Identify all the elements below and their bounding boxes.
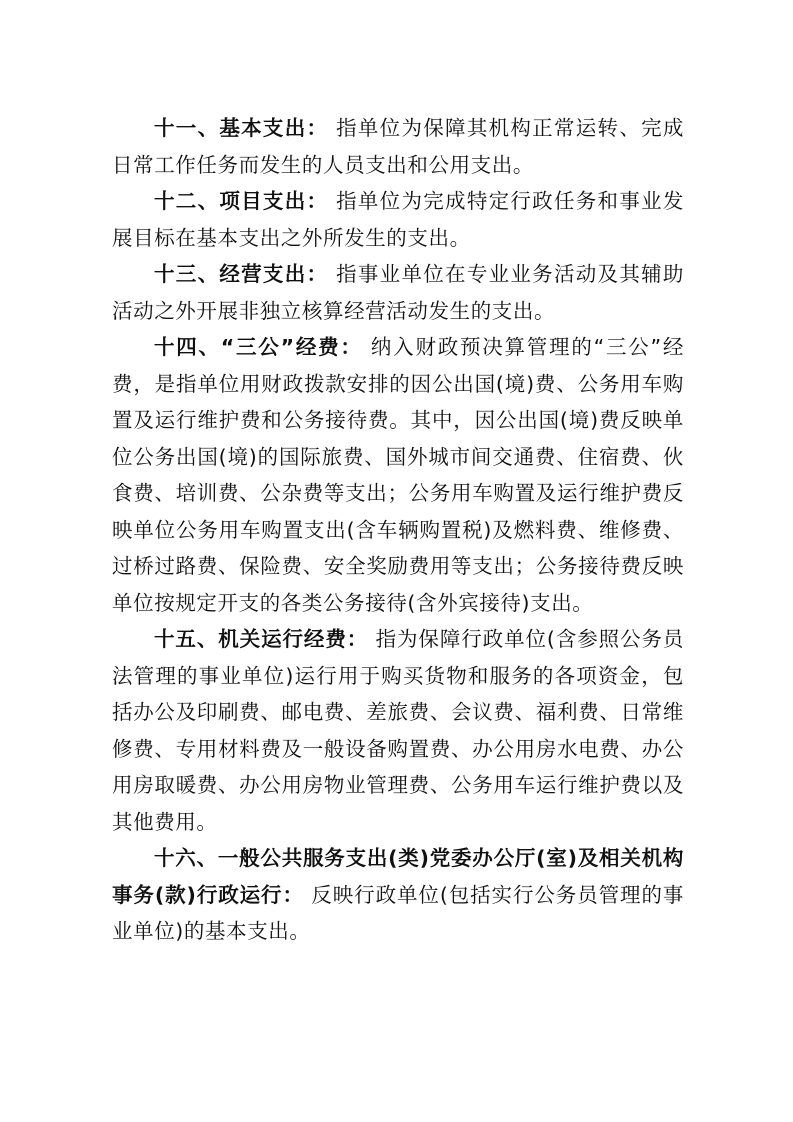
term-definition: 指事业单位在专业业务活动及其辅助活动之外开展非独立核算经营活动发生的支出。	[112, 262, 684, 323]
term-heading: 十二、项目支出：	[154, 189, 329, 213]
term-heading: 十三、经营支出：	[154, 262, 329, 286]
paragraph-administrative-operation	[112, 840, 684, 950]
paragraph-three-public-funds	[112, 329, 684, 621]
paragraph-basic-expenditure	[112, 110, 684, 183]
term-heading: 十一、基本支出：	[154, 116, 329, 140]
term-definition: 指为保障行政单位(含参照公务员法管理的事业单位)运行用于购买货物和服务的各项资金，包括办公及印刷费、邮电费、差旅费、会议费、福利费、日常维修费、专用材料费及一般设备购置费、办公用房水电费、办公用房取暖费、办公用房物业管理费、公务用车运行维护费以及其他费用。	[112, 627, 684, 834]
paragraph-operating-expenditure	[112, 256, 684, 329]
document-body	[112, 110, 684, 950]
term-definition: 纳入财政预决算管理的“三公”经费，是指单位用财政拨款安排的因公出国(境)费、公务用车购置及运行维护费和公务接待费。其中，因公出国(境)费反映单位公务出国(境)的国际旅费、国外城市间交通费、住宿费、伙食费、培训费、公杂费等支出；公务用车购置及运行维护费反映单位公务用车购置支出(含车辆购置税)及燃料费、维修费、过桥过路费、保险费、安全奖励费用等支出；公务接待费反映单位按规定开支的各类公务接待(含外宾接待)支出。	[112, 335, 684, 615]
term-definition: 指单位为完成特定行政任务和事业发展目标在基本支出之外所发生的支出。	[112, 189, 684, 250]
term-definition: 反映行政单位(包括实行公务员管理的事业单位)的基本支出。	[112, 882, 684, 943]
paragraph-project-expenditure	[112, 183, 684, 256]
term-heading: 十四、“三公”经费：	[154, 335, 363, 359]
term-definition: 指单位为保障其机构正常运转、完成日常工作任务而发生的人员支出和公用支出。	[112, 116, 684, 177]
term-heading: 十六、一般公共服务支出(类)党委办公厅(室)及相关机构事务(款)行政运行：	[112, 846, 684, 907]
term-heading: 十五、机关运行经费：	[154, 627, 369, 651]
paragraph-agency-operating-funds	[112, 621, 684, 840]
